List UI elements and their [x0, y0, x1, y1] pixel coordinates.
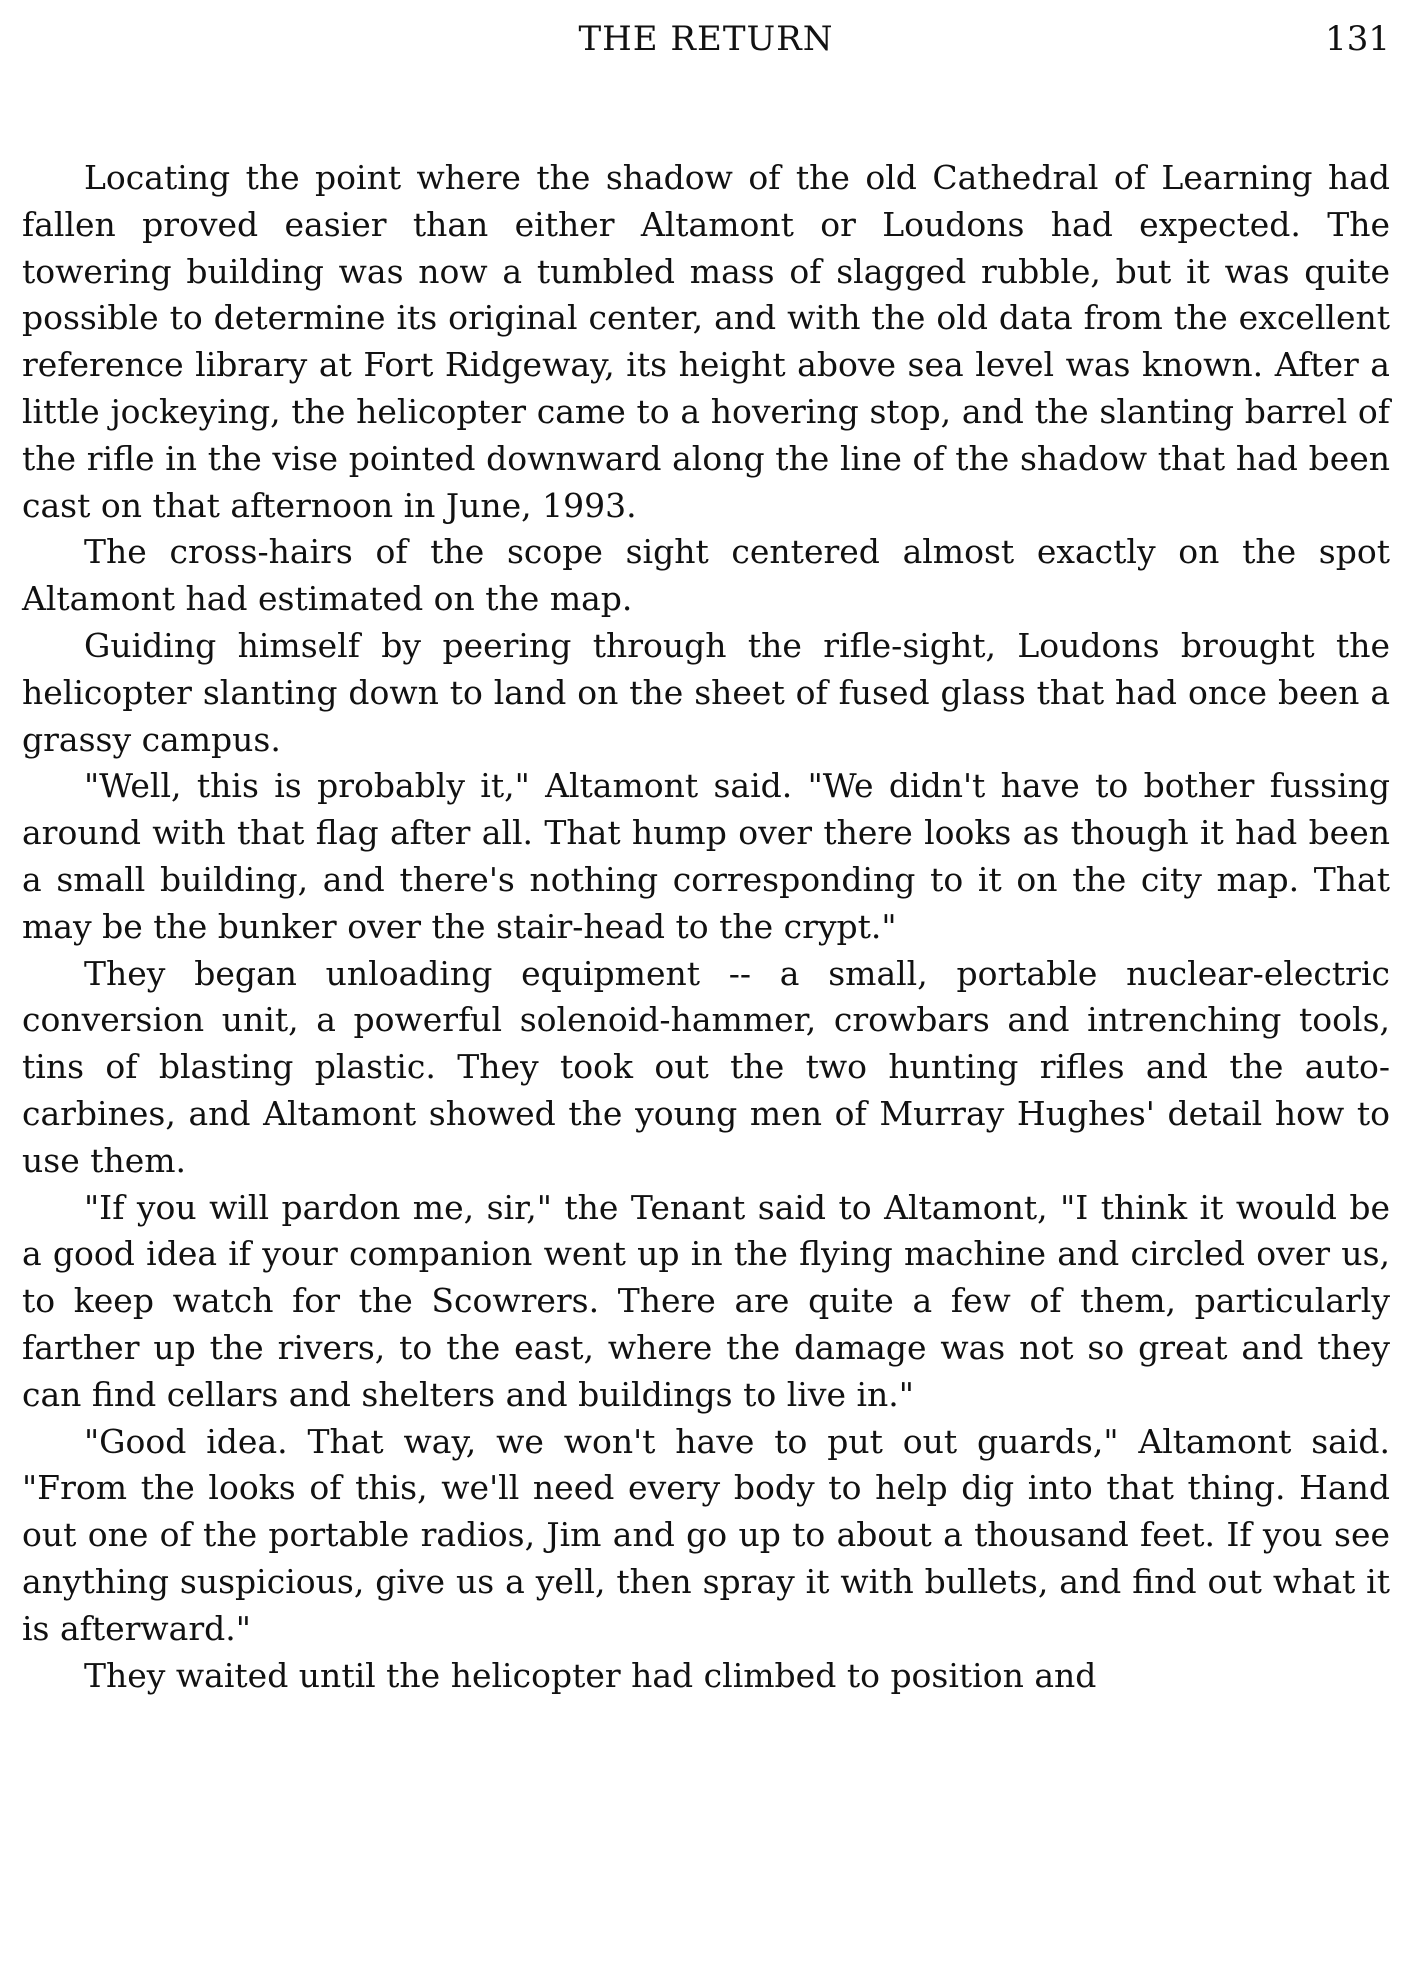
paragraph: They began unloading equipment -- a small, portable nuclear-electric conversion unit, a powerful solenoid-hammer, crowbars and intrenching tools, tins of blasting plastic. They took out the two hunting rifles and the auto-carbines, and Altamont showed the young men of Murray Hughes' detail how to use them.	[22, 953, 1390, 1180]
chapter-title: THE RETURN	[578, 19, 834, 59]
paragraph: Locating the point where the shadow of the old Cathedral of Learning had fallen proved easier than either Altamont or Loudons had expected. The towering building was now a tumbled mass of slagged rubble, but it was quite possible to determine its original center, and with the old data from the excellent reference library at Fort Ridgeway, its height above sea level was known. After a little jockeying, the helicopter came to a hovering stop, and the slanting barrel of the rifle in the vise pointed downward along the line of the shadow that had been cast on that afternoon in June, 1993.	[22, 158, 1390, 525]
paragraph: "If you will pardon me, sir," the Tenant said to Altamont, "I think it would be a good idea if your companion went up in the flying machine and circled over us, to keep watch for the Scowrers. There are quite a few of them, particularly farther up the rivers, to the east, where the damage was not so great and they can find cellars and shelters and buildings to live in."	[22, 1187, 1390, 1414]
page-number: 131	[1325, 19, 1390, 59]
paragraph: They waited until the helicopter had climbed to position and	[84, 1655, 1097, 1695]
paragraph: "Well, this is probably it," Altamont said. "We didn't have to bother fussing around with that flag after all. That hump over there looks as though it had been a small building, and there's nothing corresponding to it on the city map. That may be the bunker over the stair-head to the crypt."	[22, 766, 1390, 946]
paragraph: Guiding himself by peering through the rifle-sight, Loudons brought the helicopter slanting down to land on the sheet of fused glass that had once been a grassy campus.	[22, 625, 1390, 759]
paragraph: The cross-hairs of the scope sight centered almost exactly on the spot Altamont had estimated on the map.	[22, 532, 1390, 619]
paragraph: "Good idea. That way, we won't have to put out guards," Altamont said. "From the looks of this, we'll need every body to help dig into that thing. Hand out one of the portable radios, Jim and go up to about a thousand feet. If you see anything suspicious, give us a yell, then spray it with bullets, and find out what it is afterward."	[22, 1421, 1390, 1648]
body-text	[22, 155, 1390, 1699]
running-head	[22, 14, 1390, 64]
